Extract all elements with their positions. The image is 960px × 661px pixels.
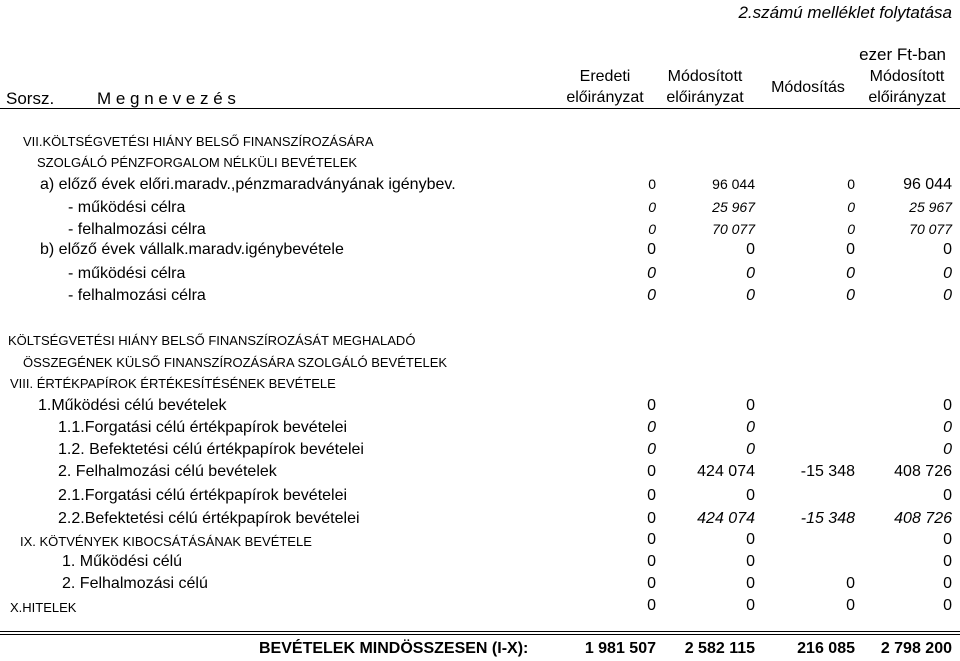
table-row: X.HITELEK 0 0 0 0 <box>10 597 952 615</box>
table-row: 1.2. Befektetési célú értékpapírok bevételei 0 0 0 <box>58 441 952 458</box>
table-row: VII.KÖLTSÉGVETÉSI HIÁNY BELSŐ FINANSZÍROZÁSÁRA <box>23 134 374 149</box>
table-row: b) előző évek vállalk.maradv.igénybevétele 0 0 0 0 <box>40 241 952 258</box>
header-megnevezes: M e g n e v e z é s <box>97 89 236 108</box>
table-row: 1. Működési célú 0 0 0 <box>62 553 952 570</box>
header-sorsz: Sorsz. <box>6 89 55 108</box>
total-value-modositott-2: 2 798 200 <box>880 640 952 657</box>
header-col1: Eredeti előirányzat <box>566 68 644 106</box>
table-row: SZOLGÁLÓ PÉNZFORGALOM NÉLKÜLI BEVÉTELEK <box>37 155 358 170</box>
table-row: a) előző évek előri.maradv.,pénzmaradványának igénybev. 0 96 044 0 96 044 <box>40 176 952 193</box>
header-col4: Módosított előirányzat <box>868 68 946 106</box>
table-row: - működési célra 0 0 0 0 <box>68 265 952 282</box>
table-row: KÖLTSÉGVETÉSI HIÁNY BELSŐ FINANSZÍROZÁSÁT MEGHALADÓ <box>8 333 416 348</box>
table-row: 2.2.Befektetési célú értékpapírok bevételei 0 424 074 -15 348 408 726 <box>58 510 952 527</box>
table-row: 1.1.Forgatási célú értékpapírok bevételei 0 0 0 <box>58 419 952 436</box>
total-value-modositott: 2 582 115 <box>684 640 755 657</box>
table-row: VIII. ÉRTÉKPAPÍROK ÉRTÉKESÍTÉSÉNEK BEVÉTELE <box>10 376 336 391</box>
table-row: - működési célra 0 25 967 0 25 967 <box>68 199 952 216</box>
total-divider-bottom <box>0 634 960 635</box>
header-divider <box>0 108 960 109</box>
table-row: 2. Felhalmozási célú bevételek 0 424 074 -15 348 408 726 <box>58 463 952 480</box>
total-label: BEVÉTELEK MINDÖSSZESEN (I-X): <box>259 640 529 657</box>
table-row: 1.Működési célú bevételek 0 0 0 <box>38 397 952 414</box>
total-value-eredeti: 1 981 507 <box>584 640 656 657</box>
table-row: 2. Felhalmozási célú 0 0 0 0 <box>62 575 952 592</box>
table-row: - felhalmozási célra 0 70 077 0 70 077 <box>68 221 952 238</box>
table-row: IX. KÖTVÉNYEK KIBOCSÁTÁSÁNAK BEVÉTELE 0 0 0 <box>20 531 952 549</box>
table-row: - felhalmozási célra 0 0 0 0 <box>68 287 952 304</box>
header-col3: Módosítás <box>771 79 845 96</box>
top-note: 2.számú melléklet folytatása <box>738 3 952 22</box>
header-col2: Módosított előirányzat <box>666 68 744 106</box>
total-row <box>0 640 960 660</box>
unit-label: ezer Ft-ban <box>859 45 946 64</box>
table-row: 2.1.Forgatási célú értékpapírok bevételei 0 0 0 <box>58 487 952 504</box>
table-row: ÖSSZEGÉNEK KÜLSŐ FINANSZÍROZÁSÁRA SZOLGÁLÓ BEVÉTELEK <box>23 355 448 370</box>
total-divider-top <box>0 631 960 632</box>
total-value-modositas: 216 085 <box>797 640 855 657</box>
